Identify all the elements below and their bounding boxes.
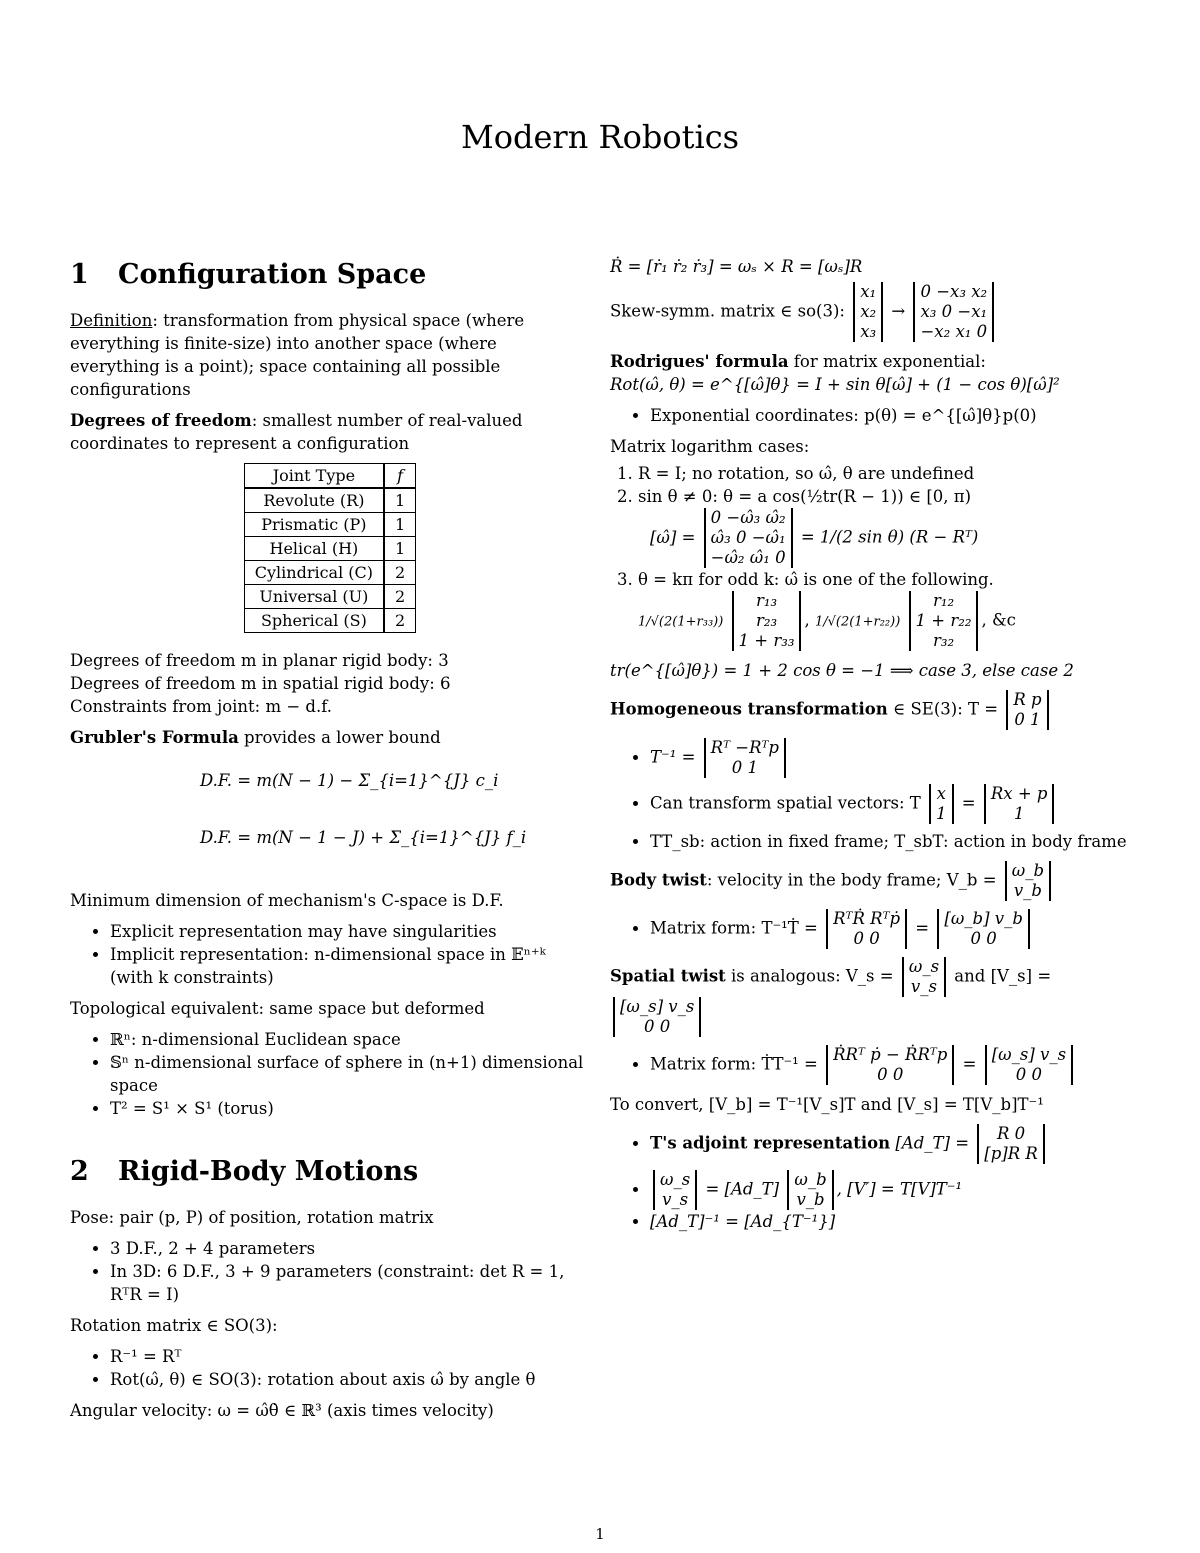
list-item: • T's adjoint representation [Ad_T] = R 0 [p]R R (650, 1124, 1150, 1164)
body-twist-vector: ω_b v_b (1005, 861, 1051, 901)
representation-list (70, 920, 590, 989)
list-item: • Exponential coordinates: p(θ) = e^{[ω̂]θ}p(0) (650, 404, 1150, 427)
dof-definition: Degrees of freedom: smallest number of real-valued coordinates to represent a configuration (70, 411, 523, 453)
planar-dof: Degrees of freedom m in planar rigid body: 3 (70, 651, 449, 670)
min-dimension: Minimum dimension of mechanism's C-space is D.F. (70, 891, 504, 910)
topology-list (70, 1028, 590, 1120)
definition: Definition: transformation from physical space (where everything is finite-size) into another space (where everything is a point); space containing all possible configurations (70, 311, 525, 399)
list-item: • In 3D: 6 D.F., 3 + 9 parameters (constraint: det R = 1, RᵀR = I) (110, 1260, 590, 1306)
table-row: Spherical (S) 2 (244, 609, 415, 633)
table-row: Prismatic (P) 1 (244, 513, 415, 537)
rotation-list (70, 1345, 590, 1391)
list-item: • 𝕊ⁿ n-dimensional surface of sphere in (n+1) dimensional space (110, 1051, 590, 1097)
omega-hat-matrix: 0 −ω̂₃ ω̂₂ ω̂₃ 0 −ω̂₁ −ω̂₂ ω̂₁ 0 (704, 508, 793, 568)
list-item: • R⁻¹ = Rᵀ (110, 1345, 590, 1368)
list-item: • Matrix form: T⁻¹Ṫ = RᵀṘ Rᵀṗ 0 0 = [ω_b] v_b 0 0 (650, 909, 1150, 949)
section-1-heading: 1 Configuration Space (70, 259, 427, 290)
case3-vector-1: r₁₃ r₂₃ 1 + r₃₃ (732, 591, 802, 651)
list-item: 3. θ = kπ for odd k: ω̂ is one of the following. 1/√(2(1+r₃₃)) r₁₃ r₂₃ 1 + r₃₃ , 1/√(2(1+r₂₂)) r₁₂ 1 + r₂₂ r₃₂ , &c (638, 568, 1150, 651)
list-item: 2. sin θ ≠ 0: θ = a cos(½tr(R − 1)) ∈ [0, π) [ω̂] = 0 −ω̂₃ ω̂₂ ω̂₃ 0 −ω̂₁ −ω̂₂ ω̂₁ 0 = 1/(2 sin θ) (R − Rᵀ) (638, 485, 1150, 568)
section-2-heading: 2 Rigid-Body Motions (70, 1156, 419, 1187)
list-item: • Can transform spatial vectors: T x 1 = Rx + p 1 (650, 784, 1150, 824)
trace-condition: tr(e^{[ω̂]θ}) = 1 + 2 cos θ = −1 ⟹ case 3, else case 2 (610, 661, 1074, 680)
left-column (70, 255, 590, 1430)
matrix-log-cases (610, 462, 1150, 651)
grubler-intro: Grubler's Formula provides a lower bound (70, 728, 441, 747)
list-item: • T⁻¹ = Rᵀ −Rᵀp 0 1 (650, 738, 1150, 778)
table-row: Helical (H) 1 (244, 537, 415, 561)
table-row: Universal (U) 2 (244, 585, 415, 609)
transform-result: Rx + p 1 (984, 784, 1055, 824)
table-header-row: Joint Type f (244, 464, 415, 489)
list-item: • Matrix form: ṪT⁻¹ = ṘRᵀ ṗ − ṘRᵀp 0 0 = [ω_s] v_s 0 0 (650, 1045, 1150, 1085)
case3-vector-2: r₁₂ 1 + r₂₂ r₃₂ (909, 591, 979, 651)
homogeneous-transformation: Homogeneous transformation ∈ SE(3): T = R p 0 1 (610, 690, 1150, 730)
topological-equivalent: Topological equivalent: same space but deformed (70, 999, 485, 1018)
list-item: • Rot(ω̂, θ) ∈ SO(3): rotation about axis ω̂ by angle θ (110, 1368, 590, 1391)
rotation-matrix: Rotation matrix ∈ SO(3): (70, 1316, 278, 1335)
skew-symmetric: Skew-symm. matrix ∈ so(3): x₁ x₂ x₃ → 0 −x₃ x₂ x₃ 0 −x₁ −x₂ x₁ 0 (610, 282, 1150, 342)
rodrigues-intro: Rodrigues' formula for matrix exponential: (610, 352, 986, 371)
convert: To convert, [V_b] = T⁻¹[V_s]T and [V_s] = T[V_b]T⁻¹ (610, 1095, 1044, 1114)
list-item: • TT_sb: action in fixed frame; T_sbT: action in body frame (650, 830, 1150, 853)
angular-velocity: Angular velocity: ω = ω̂θ̇ ∈ ℝ³ (axis times velocity) (70, 1401, 494, 1420)
skew-vector: x₁ x₂ x₃ (853, 282, 883, 342)
skew-matrix: 0 −x₃ x₂ x₃ 0 −x₁ −x₂ x₁ 0 (913, 282, 994, 342)
page-title: Modern Robotics (460, 118, 740, 156)
inverse-matrix: Rᵀ −Rᵀp 0 1 (704, 738, 786, 778)
body-list (610, 909, 1150, 949)
list-item: • 3 D.F., 2 + 4 parameters (110, 1237, 590, 1260)
matrix-log-heading: Matrix logarithm cases: (610, 437, 810, 456)
table-row: Cylindrical (C) 2 (244, 561, 415, 585)
transform-vector: x 1 (929, 784, 954, 824)
spatial-list (610, 1045, 1150, 1085)
exp-list (610, 404, 1150, 427)
grubler-equation-2: D.F. = m(N − 1 − J) + Σ_{i=1}^{J} f_i (200, 828, 527, 847)
list-item: • ω_s v_s = [Ad_T] ω_b v_b , [V′] = T[V]T⁻¹ (650, 1170, 1150, 1210)
rodrigues-equation: Rot(ω̂, θ) = e^{[ω̂]θ} = I + sin θ[ω̂] + (1 − cos θ)[ω̂]² (610, 375, 1060, 394)
rdot-equation: Ṙ = [ṙ₁ ṙ₂ ṙ₃] = ωₛ × R = [ωₛ]R (610, 257, 863, 276)
homog-matrix: R p 0 1 (1006, 690, 1048, 730)
joint-constraints: Constraints from joint: m − d.f. (70, 697, 332, 716)
list-item: 1. R = I; no rotation, so ω̂, θ are undefined (638, 462, 1150, 485)
spatial-dof: Degrees of freedom m in spatial rigid body: 6 (70, 674, 451, 693)
right-column (610, 255, 1150, 1241)
list-item: • Explicit representation may have singularities (110, 920, 590, 943)
body-twist: Body twist: velocity in the body frame; V_b = ω_b v_b (610, 861, 1150, 901)
list-item: • [Ad_T]⁻¹ = [Ad_{T⁻¹}] (650, 1210, 1150, 1233)
page-number: 1 (595, 1525, 605, 1543)
grubler-equation-1: D.F. = m(N − 1) − Σ_{i=1}^{J} c_i (200, 771, 499, 790)
pose-list (70, 1237, 590, 1306)
list-item: • Implicit representation: n-dimensional space in 𝔼ⁿ⁺ᵏ (with k constraints) (110, 943, 590, 989)
list-item: • ℝⁿ: n-dimensional Euclidean space (110, 1028, 590, 1051)
joint-table (244, 463, 416, 633)
list-item: • T² = S¹ × S¹ (torus) (110, 1097, 590, 1120)
adjoint-list (610, 1124, 1150, 1233)
pose-definition: Pose: pair (p, P) of position, rotation matrix (70, 1208, 434, 1227)
table-row: Revolute (R) 1 (244, 488, 415, 513)
transform-list (610, 738, 1150, 853)
spatial-twist: Spatial twist is analogous: V_s = ω_s v_s and [V_s] = [ω_s] v_s 0 0 (610, 957, 1052, 1036)
